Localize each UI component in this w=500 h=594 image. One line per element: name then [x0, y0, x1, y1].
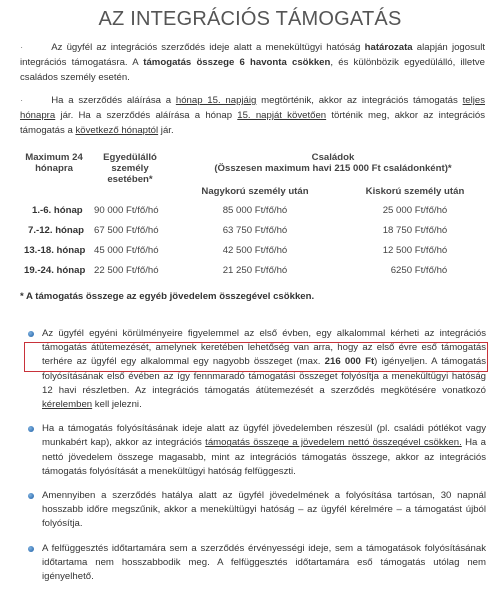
table-row: 19.-24. hónap 22 500 Ft/fő/hó 21 250 Ft/fő/hó 6250 Ft/fő/hó — [24, 265, 448, 276]
header-adult: Nagykorú személy után — [201, 186, 309, 197]
paragraph-marker: · — [20, 42, 24, 53]
page-title: AZ INTEGRÁCIÓS TÁMOGATÁS — [98, 8, 402, 30]
bullet-icon — [28, 546, 34, 552]
header-minor: Kiskorú személy után — [365, 186, 465, 197]
paragraph-start-date: · Ha a szerződés aláírása a hónap 15. napjáig megtörténik, akkor az integrációs támogatás teljes hónapra jár. Ha a szerződés aláírása a hónap 15. napját követően történik meg, akkor az integrációs támogatás a következő hónaptól jár. — [20, 95, 486, 136]
header-families: Családok (Összesen maximum havi 215 000 Ft családonként)* — [214, 152, 452, 174]
table-footnote: * A támogatás összege az egyéb jövedelem összegével csökken. — [20, 291, 315, 302]
list-item: Az ügyfél egyéni körülményeire figyelemmel az első évben, egy alkalommal kérheti az integrációs támogatás átütemezését, amelynek keretében lehetőség van arra, hogy az első évre eső támogatás terhére az ügyfél egy alkalommal egy nagyobb összeget (max. 216 000 Ft) igényeljen. A támogatás folyósításának első évében az így fennmaradó támogatási összeget folyósítja a menekültügyi hatóság 12 havi részletben. Az integrációs támogatás átütemezését a szerződés megkötésére vonatkozó kérelemben kell jelezni. — [20, 327, 486, 412]
bullet-icon — [28, 493, 34, 499]
header-single: Egyedülálló személy esetében* — [103, 152, 157, 185]
info-bullet-list — [20, 327, 486, 594]
table-row: 13.-18. hónap 45 000 Ft/fő/hó 42 500 Ft/fő/hó 12 500 Ft/fő/hó — [24, 245, 448, 256]
support-amount-table — [18, 152, 490, 282]
table-row: 1.-6. hónap 90 000 Ft/fő/hó 85 000 Ft/fő/hó 25 000 Ft/fő/hó — [32, 205, 448, 216]
list-item: A felfüggesztés időtartamára sem a szerződés érvényességi ideje, sem a támogatások folyósításának időtartama nem hosszabbodik meg. A felfüggesztés időtartamára eső támogatás utólag nem igényelhető. — [20, 542, 486, 585]
paragraph-eligibility: · Az ügyfél az integrációs szerződés ideje alatt a menekültügyi hatóság határozata alapján jogosult integrációs támogatásra. A támogatás összege 6 havonta csökken, és különbözik egyedülálló, illetve családos személy esetén. — [20, 42, 486, 83]
paragraph-marker: · — [20, 95, 24, 106]
list-item: Ha a támogatás folyósításának ideje alatt az ügyfél jövedelemben részesül (pl. családi pótlékot vagy munkabért kap), akkor az integrációs támogatás összege a jövedelem nettó összegével csökken. Ha a nettó jövedelem összege magasabb, mint az integrációs támogatás összege, akkor az integrációs támogatás folyósítását a menekültügyi hatóság felfüggeszti. — [20, 422, 486, 479]
list-item: Amennyiben a szerződés hatálya alatt az ügyfél jövedelmének a folyósítása tartósan, 30 napnál hosszabb időre megszűnik, akkor a menekültügyi hatóság – az ügyfél kérelmére – a támogatást újból folyósítja. — [20, 489, 486, 532]
table-row: 7.-12. hónap 67 500 Ft/fő/hó 63 750 Ft/fő/hó 18 750 Ft/fő/hó — [28, 225, 448, 236]
bullet-icon — [28, 426, 34, 432]
bullet-icon — [28, 331, 34, 337]
header-duration: Maximum 24 hónapra — [25, 152, 83, 174]
